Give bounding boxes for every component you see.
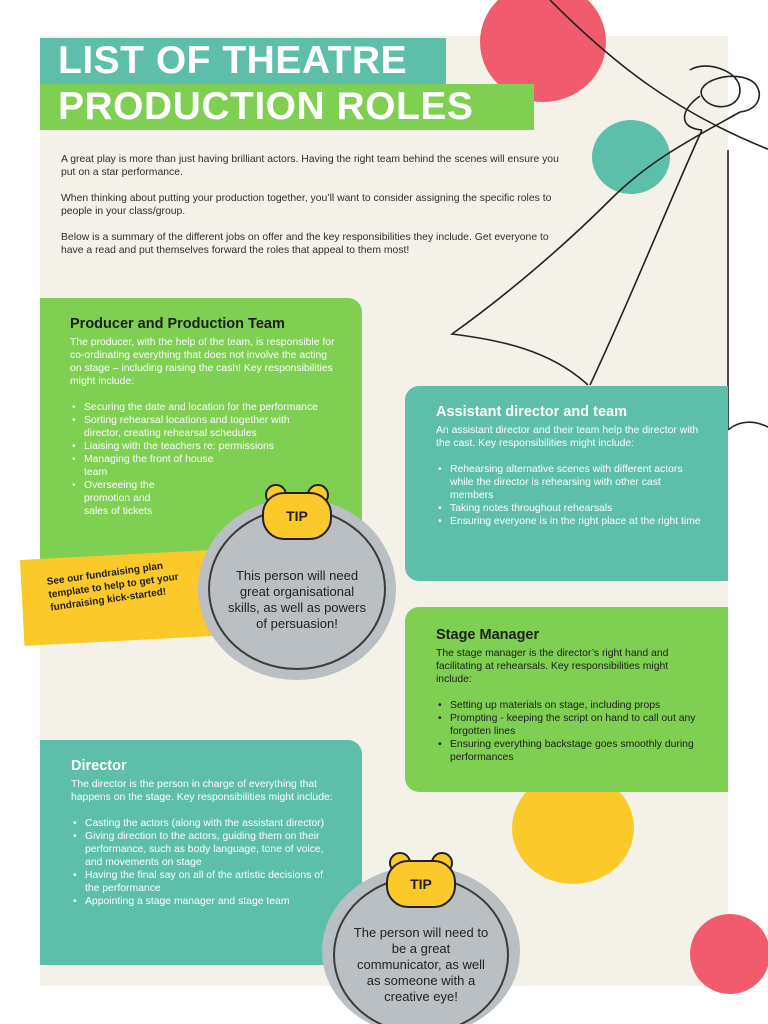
bear-tip-icon xyxy=(262,484,332,542)
fundraising-note-text: See our fundraising plan template to help to get your fundraising kick-started! xyxy=(46,560,180,614)
list-item: • Giving direction to the actors, guiding them on their performance, such as body language, tone of voice, and movements on stage xyxy=(71,830,333,869)
director-heading: Director xyxy=(71,758,127,774)
list-item: • Rehearsing alternative scenes with different actors while the director is rehearsing with other cast members xyxy=(436,463,704,502)
director-responsibilities xyxy=(71,817,333,908)
stage-manager-card xyxy=(405,607,728,792)
list-item: • Ensuring everything backstage goes smoothly during performances xyxy=(436,738,704,764)
intro-paragraph: Below is a summary of the different jobs on offer and the key responsibilities they include. Get everyone to have a read and put themselves forward the roles that appeal to them most! xyxy=(61,232,549,256)
page-title-line-1: LIST OF THEATRE xyxy=(40,38,446,84)
producer-heading: Producer and Production Team xyxy=(70,316,285,332)
list-item: • Ensuring everyone is in the right place at the right time xyxy=(436,515,704,528)
assistant-description: An assistant director and their team help the director with the cast. Key responsibilities might include: xyxy=(436,425,699,449)
list-item: • Setting up materials on stage, including props xyxy=(436,699,704,712)
decorative-red-circle-bottom xyxy=(690,914,768,994)
tip-text-1: This person will need great organisational skills, as well as powers of persuasion! xyxy=(208,508,386,670)
director-card xyxy=(40,740,362,965)
list-item: • Overseeing the promotion and sales of tickets xyxy=(70,479,170,518)
list-item: • Casting the actors (along with the assistant director) xyxy=(71,817,333,830)
intro-text xyxy=(61,153,561,270)
assistant-heading: Assistant director and team xyxy=(436,404,627,420)
list-item: • Sorting rehearsal locations and together with director, creating rehearsal schedules xyxy=(70,414,320,440)
list-item: • Having the final say on all of the artistic decisions of the performance xyxy=(71,869,333,895)
list-item: • Taking notes throughout rehearsals xyxy=(436,502,704,515)
producer-description: The producer, with the help of the team, is responsible for co-ordinating everything that does not involve the acting on stage – including raising the cash! Key responsibilities might include: xyxy=(70,337,335,387)
page-title-line-2: PRODUCTION ROLES xyxy=(40,84,534,130)
tip-label: TIP xyxy=(262,492,332,540)
assistant-responsibilities xyxy=(436,463,704,528)
assistant-director-card xyxy=(405,386,728,581)
stage-manager-heading: Stage Manager xyxy=(436,627,540,643)
stage-manager-description: The stage manager is the director’s right hand and facilitating at rehearsals. Key responsibilities might include: xyxy=(436,648,669,685)
director-description: The director is the person in charge of everything that happens on the stage. Key responsibilities might include: xyxy=(71,779,333,803)
tip-label: TIP xyxy=(386,860,456,908)
list-item: • Securing the date and location for the performance xyxy=(70,401,320,414)
intro-paragraph: A great play is more than just having brilliant actors. Having the right team behind the scenes will ensure you put on a star performance. xyxy=(61,154,559,178)
list-item: • Liaising with the teachers re: permissions xyxy=(70,440,320,453)
list-item: • Managing the front of house team xyxy=(70,453,230,479)
list-item: • Appointing a stage manager and stage team xyxy=(71,895,333,908)
intro-paragraph: When thinking about putting your production together, you’ll want to consider assigning the specific roles to people in your class/group. xyxy=(61,193,552,217)
bear-tip-icon xyxy=(386,852,456,910)
list-item: • Prompting - keeping the script on hand to call out any forgotten lines xyxy=(436,712,704,738)
tip-text-2: The person will need to be a great communicator, as well as someone with a creative eye! xyxy=(333,876,509,1024)
stage-manager-responsibilities xyxy=(436,699,704,764)
